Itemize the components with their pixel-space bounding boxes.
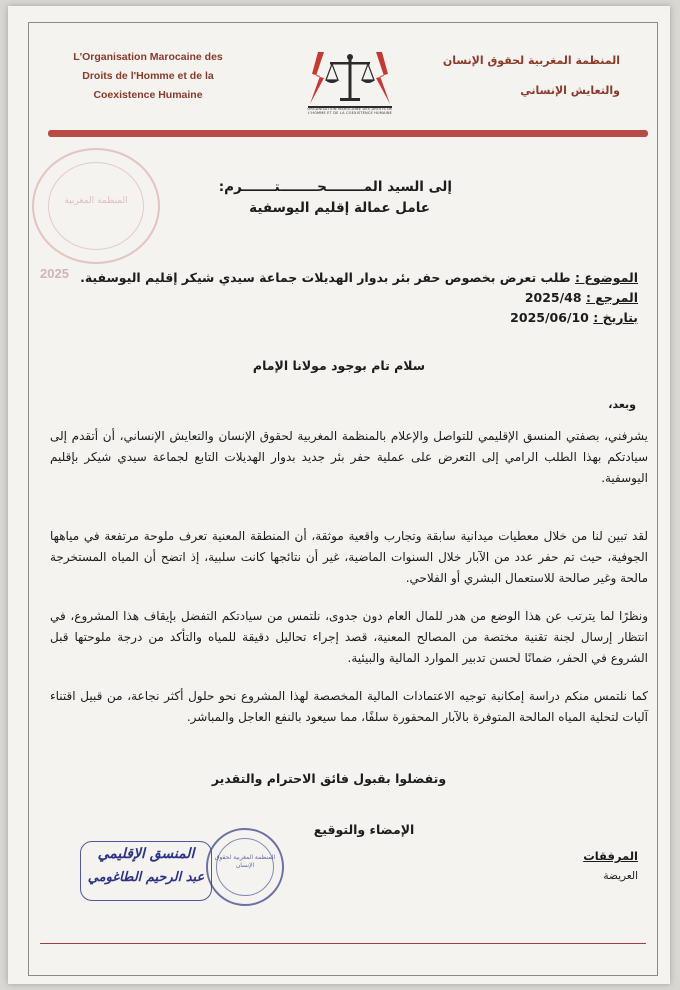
transition-word: وبعد، bbox=[608, 398, 636, 411]
reference-row bbox=[38, 288, 638, 308]
letter-sheet bbox=[8, 6, 670, 984]
signer-name: عبد الرحيم الطاغومي bbox=[87, 870, 205, 885]
subject-row bbox=[38, 268, 638, 288]
body-paragraph-2: لقد تبين لنا من خلال معطيات ميدانية سابقة وتجارب واقعية موثقة، أن المنطقة المعنية تعرف ملوحة مرتفعة في مياهها الجوفية، حيث تم حفر عدد من الآبار خلال السنوات الماضية، غير أن نتائجها كانت سلبية، إذ اتضح أن المياه المستخرجة مالحة وغير صالحة للاستعمال البشري أو الفلاحي. bbox=[50, 529, 648, 585]
stamp-text: المنظمة المغربية bbox=[64, 196, 128, 206]
subject-value: طلب تعرض بخصوص حفر بئر بدوار الهديلات جماعة سيدي شيكر إقليم اليوسفية. bbox=[80, 270, 571, 285]
subject-label: الموضوع : bbox=[574, 270, 638, 285]
scales-of-justice-icon bbox=[304, 44, 396, 116]
signer-title: المنسق الإقليمي bbox=[97, 846, 195, 862]
greeting: سلام تام بوجود مولانا الإمام bbox=[252, 358, 426, 373]
body-paragraph-3: ونظرًا لما يترتب عن هذا الوضع من هدر للمال العام دون جدوى، نلتمس من سيادتكم التفضل بإيقاف هذا المشروع، في انتظار إرسال لجنة تقنية مختصة من المصالح المعنية، قصد إجراء تحاليل دقيقة للمياه والتأكد من درجة ملوحتها قبل الشروع في الحفر، ضمانًا لحسن تدبير الموارد المالية والبيئية. bbox=[50, 609, 648, 665]
addressee-line-2: عامل عمالة إقليم اليوسفية bbox=[249, 200, 430, 216]
letter-meta bbox=[38, 268, 638, 328]
official-seal bbox=[206, 828, 284, 906]
seal-text: المنظمة المغربية لحقوق الإنسان bbox=[214, 854, 276, 869]
org-fr-line-3: Coexistence Humaine bbox=[93, 89, 203, 101]
attachments bbox=[583, 846, 638, 886]
body-paragraph-1: يشرفني، بصفتي المنسق الإقليمي للتواصل والإعلام بالمنظمة المغربية لحقوق الإنسان والتعايش الإنساني، أن أتقدم إلى سيادتكم بهذا الطلب الرامي إلى التعرض على عملية حفر بئر جديد بدوار الهديلات التابع لجماعة سيدي شيكر بإقليم اليوسفية. bbox=[50, 429, 648, 485]
footer-divider bbox=[40, 943, 646, 944]
date-row bbox=[38, 308, 638, 328]
org-name-arabic bbox=[410, 46, 620, 106]
header-divider bbox=[48, 130, 648, 137]
org-logo bbox=[304, 44, 396, 116]
reference-label: المرجع : bbox=[585, 290, 638, 305]
logo-caption: ORGANISATION MAROCAINE DES DROITS DE L'HOMME ET DE LA COEXISTENCE HUMAINE bbox=[307, 107, 393, 115]
org-name-french bbox=[48, 48, 248, 105]
org-ar-line-2: والتعايش الإنساني bbox=[520, 84, 620, 97]
org-fr-line-1: L'Organisation Marocaine des bbox=[73, 51, 223, 63]
faded-stamp bbox=[32, 148, 160, 264]
org-fr-line-2: Droits de l'Homme et de la bbox=[82, 70, 214, 82]
stamp-year: 2025 bbox=[40, 266, 69, 281]
addressee-line-1: إلى السيد المــــــــحــــــــتـــــــرم: bbox=[218, 179, 452, 195]
date-value: 2025/06/10 bbox=[510, 310, 589, 325]
reference-value: 2025/48 bbox=[524, 290, 582, 305]
stamp-inner-ring bbox=[48, 162, 144, 250]
body-paragraph-4: كما نلتمس منكم دراسة إمكانية توجيه الاعتمادات المالية المخصصة لهذا المشروع نحو حلول أكثر نجاعة، من قبيل اقتناء آليات لتحلية المياه المالحة المتوفرة بالآبار المحفورة سلفًا، مما سيعود بالنفع العاجل والمباشر. bbox=[50, 689, 648, 724]
closing-formula: وتفضلوا بقبول فائق الاحترام والتقدير bbox=[211, 771, 447, 786]
signature-label: الإمضاء والتوقيع bbox=[313, 822, 415, 837]
date-label: بتاريخ : bbox=[593, 310, 638, 325]
attachments-label: المرفقات bbox=[583, 849, 638, 863]
org-ar-line-1: المنظمة المغربية لحقوق الإنسان bbox=[442, 54, 620, 67]
attachments-value: العريضة bbox=[603, 870, 638, 882]
